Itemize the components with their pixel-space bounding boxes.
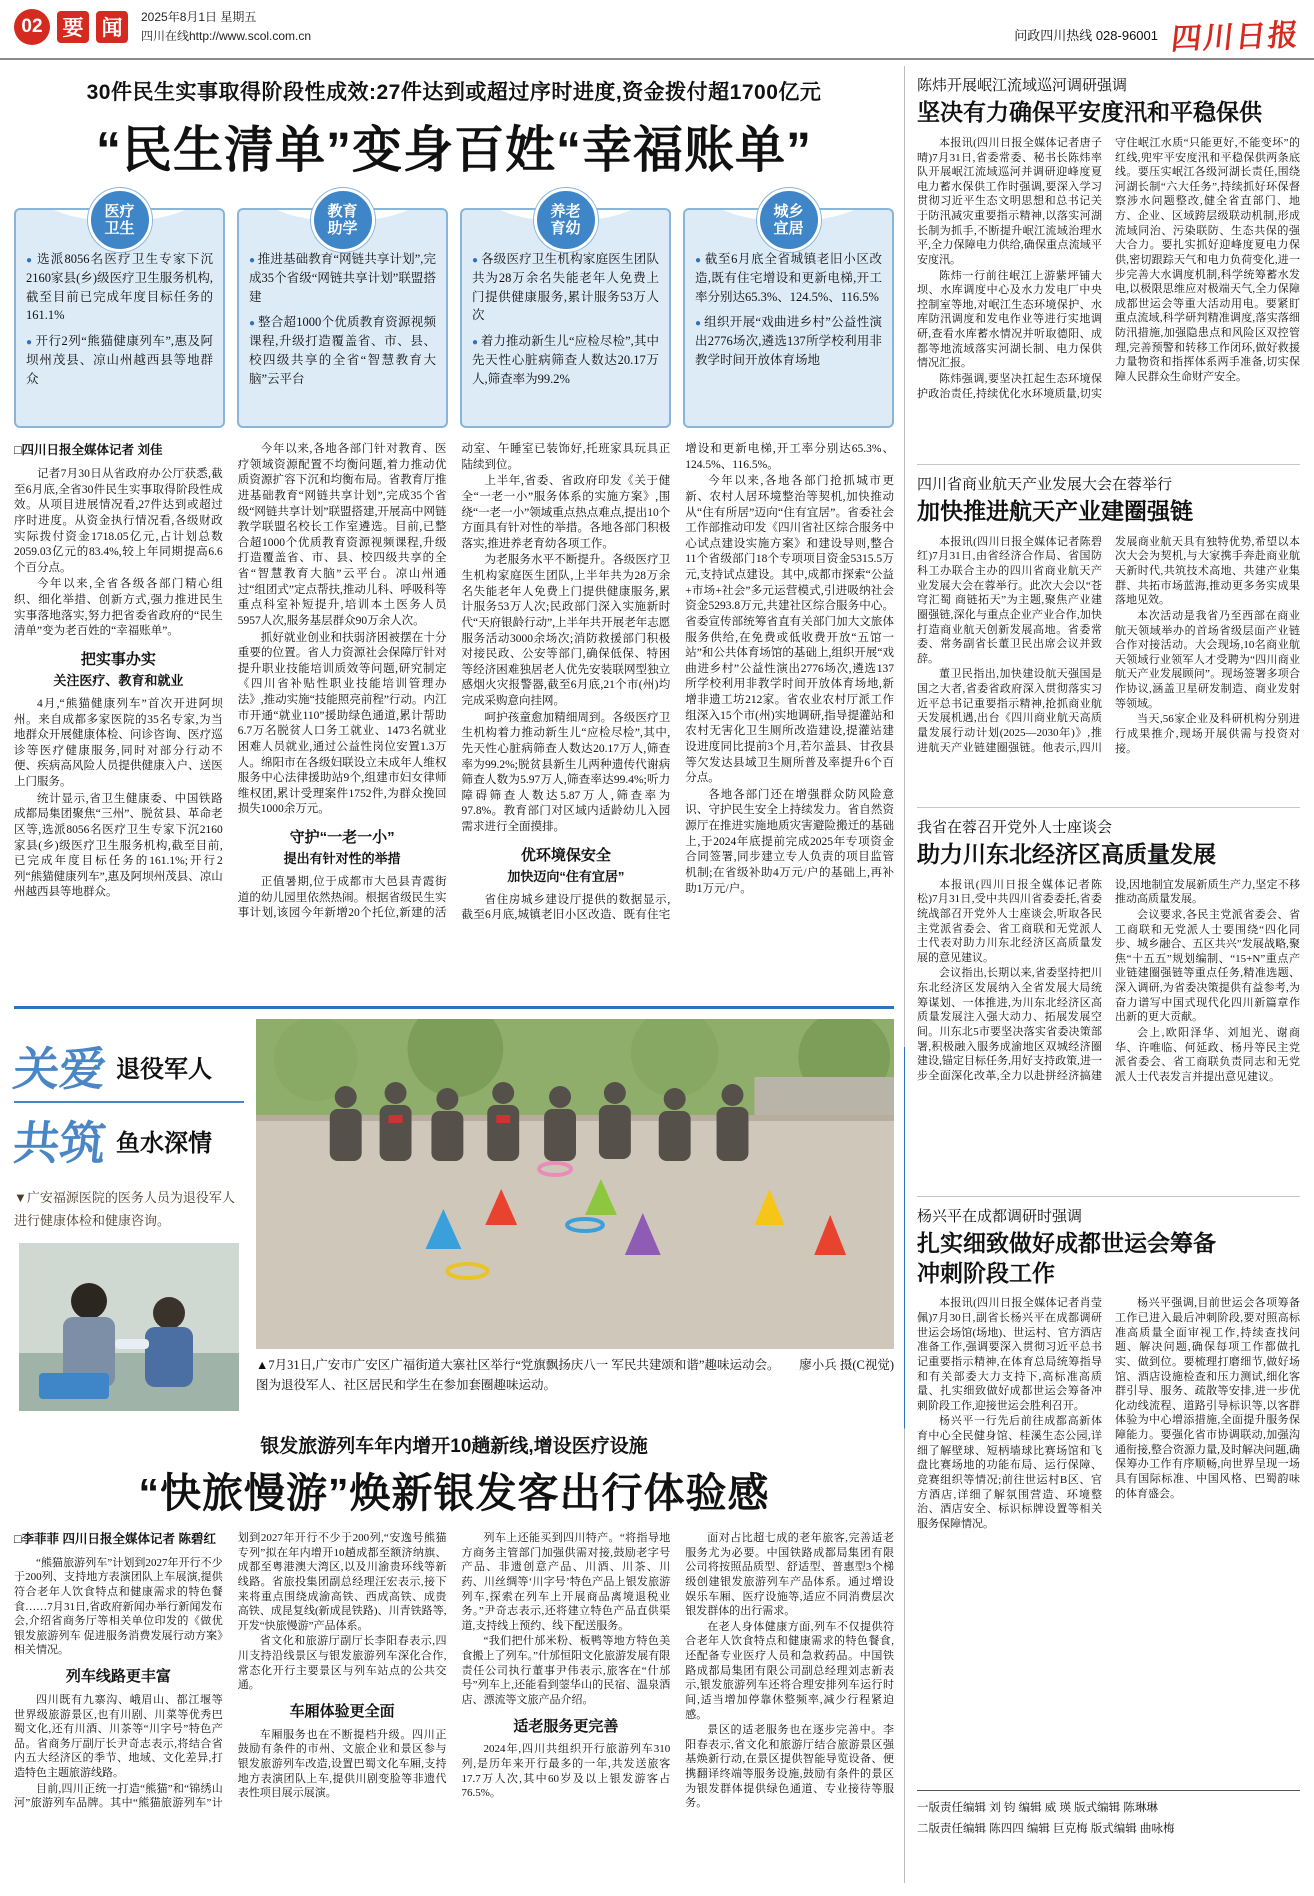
article-body — [917, 878, 1300, 1186]
subhead-line: 加快迈向“住有宜居” — [507, 869, 625, 885]
box-item: ● 组织开展“戏曲进乡村”公益性演出2776场次,遴选137所学校利用非教学时间开放体育场地 — [695, 313, 882, 369]
article-body — [917, 136, 1300, 454]
photo-caption — [256, 1355, 894, 1395]
subhead-line: 把实事办实 — [80, 650, 156, 668]
paragraph: 今年以来,各地各部门抢抓城市更新、农村人居环境整治等契机,加快推动从“住有所居”迈向“住有宜居”。省委社会工作部推动印发《四川省社区综合服务中心试点建设实施方案》和建设导则,整合11个省级部门18个专项项目资金5315.5万元,支持试点建设。其中,成都市探索“公益+市场+社会”多元运营模式,引进吸纳社会资金5293.8万元,共建社区综合服务中心。省委宣传部统筹省直有关部门加大文旅体服务供给,在免费或低收费开放“五馆一站”和公共体育场馆的基础上,组织开展“戏曲进乡村”公益性演出2776场次,遴选137所学校利用非教学时间开放体育场地,新增非遗工坊212家。省农业农村厅派工作组深入15个市(州)实地调研,指导提灌站和农村无害化卫生厕所改造建设,提灌站建设进度同比提前3个月,若尔盖县、甘孜县等欠发达县域卫生厕所普及率提升6个百分点。 — [685, 475, 894, 785]
right-article-northeast — [917, 808, 1300, 1197]
article-kicker: 陈炜开展岷江流域巡河调研强调 — [917, 77, 1128, 94]
highlight-box-medical — [14, 202, 225, 428]
hotline: 问政四川热线 028-96001 — [1014, 27, 1158, 43]
badge-line: 育幼 — [550, 220, 581, 237]
small-photo-caption: ▼广安福源医院的医务人员为退役军人进行健康体检和健康咨询。 — [14, 1190, 235, 1228]
paragraph: “我们把什邡米粉、板鸭等地方特色美食搬上了列车。”什邡恒阳文化旅游发展有限责任公司执行董事尹伟表示,旅客在“什邡号”列车上,还能看到蓥华山的民宿、温泉酒店、漂流等文旅产品介绍。 — [461, 1635, 671, 1706]
badge-urbanrural — [757, 188, 821, 252]
lead-body — [14, 442, 894, 998]
highlight-boxes — [14, 202, 894, 428]
sidebar-side-1: 退役军人 — [116, 1055, 212, 1083]
article-kicker: 我省在蓉召开党外人士座谈会 — [917, 818, 1113, 836]
section-char-1: 要 — [57, 11, 89, 43]
editor-credits — [917, 1790, 1300, 1839]
box-item: ● 着力推动新生儿“应检尽检”,其中先天性心脏病筛查人数达20.17万人,筛查率为99.2% — [472, 332, 659, 388]
paragraph: 陈炜一行前往岷江上游紫坪铺大坝、水库调度中心及水力发电厂中央控制室等地,对岷江生态环境保护、水库防汛调度和发电作业等进行实地调研,查看水库蓄水情况并听取德阳、成都等地流域落实河湖长制、电力保供情况汇报。 — [917, 269, 1102, 370]
article-headline: 助力川东北经济区高质量发展 — [917, 840, 1216, 867]
main-photo-figure — [256, 1019, 894, 1423]
caption-line-2: 图为退役军人、社区居民和学生在参加套圈趣味运动。 — [256, 1378, 557, 1392]
paragraph: 会议指出,长期以来,省委坚持把川东北经济区发展纳入全省发展大局统筹谋划、一体推进,为川东北经济区高质量发展注入强大动力、拓展发展空间。川东北5市要坚决落实省委决策部署,积极融入服务成渝地区双城经济圈建设,锚定目标任务,用好支持政策,进一步全面深化改革,全力以赴拼经济搞建设,因地制宜发展新质生产力,坚定不移推动高质量发展。 — [917, 878, 1300, 1082]
paragraph: 正值暑期,位于成都市大邑县青霞街道的幼儿园里依然热闹。根据省级民生实事计划,该园今年新增20个托位,新建的活动室、午睡室已装饰好,托班家具玩具正陆续到位。 — [237, 443, 671, 920]
badge-line: 医疗 — [104, 202, 135, 220]
paragraph: 会上,欧阳泽华、刘旭光、谢商华、许唯临、何延政、杨丹等民主党派省委会、省工商联负责同志和无党派人士代表发言并提出意见建议。 — [1115, 1026, 1300, 1083]
sidebar-title-row — [10, 1033, 244, 1099]
editor-credit-line-2: 二版责任编辑 陈四四 编辑 巨克梅 版式编辑 曲咏梅 — [917, 1823, 1175, 1836]
box-item: ● 截至6月底全省城镇老旧小区改造,既有住宅增设和更新电梯,开工率分别达65.3%、124.5%、116.5% — [695, 250, 882, 306]
subhead: 车厢体验更全面 — [289, 1702, 395, 1720]
masthead — [0, 0, 1314, 60]
paragraph: 今年以来,全省各级各部门精心组织、细化举措、创新方式,强力推进民生实事落地落实,努力把省委省政府的“民生清单”变为老百姓的“幸福账单”。 — [14, 578, 223, 638]
subhead — [14, 650, 223, 690]
article-body — [917, 535, 1300, 797]
badge-line: 助学 — [327, 220, 358, 237]
paragraph: 本报讯(四川日报全媒体记者陈松)7月31日,受中共四川省委委托,省委统战部召开党外人士座谈会,听取各民主党派省委会、省工商联和无党派人士代表对助力川东北经济区高质量发展的意见建议。 — [917, 878, 1102, 964]
photo-section — [10, 1019, 894, 1423]
paragraph: 各地各部门还在增强群众防风险意识、守护民生安全上持续发力。省自然资源厅在推进实施地质灾害避险搬迁的基础上,于2024年底提前完成2025年专项资金合同签署,同步建立专人负责的项目监管机制;在省级补助4万元/户的基础上,再补助1万元/户。 — [685, 788, 894, 895]
paragraph: 在老人身体健康方面,列车不仅提供符合老年人饮食特点和健康需求的特色餐食,还配备专业医疗人员和急救药品。中国铁路成都局集团有限公司副总经理刘志新表示,银发旅游列车还将合理安排列车运行时间,适当增加停靠休整频率,减少行程紧迫感。 — [685, 1620, 894, 1721]
badge-line: 教育 — [327, 202, 358, 220]
lead-kicker: 30件民生实事取得阶段性成效:27件达到或超过序时进度,资金拨付超1700亿元 — [86, 81, 822, 104]
highlight-box-eldercare — [460, 202, 671, 428]
article-kicker: 杨兴平在成都调研时强调 — [917, 1207, 1083, 1225]
bottom-byline: □李菲菲 四川日报全媒体记者 陈碧红 — [14, 1532, 216, 1546]
paragraph: 呵护孩童愈加精细周到。各级医疗卫生机构着力推动新生儿“应检尽检”,其中,先天性心脏病筛查人数达20.17万人,筛查率为99.2%;脱贫县新生儿两种遗传代谢病筛查人数为5.97万人,筛查率达99.4%;听力障碍筛查人数达5.87万人,筛查率为97.8%。教育部门对区域内适龄幼儿入园需求进行全面摸排。 — [461, 711, 671, 833]
paragraph: 陈炜强调,要坚决扛起生态环境保护政治责任,持续优化水环境质量,切实守住岷江水质“只能更好,不能变坏”的红线,兜牢平安度汛和平稳保供两条底线。要压实岷江各级河湖长责任,围绕河湖长制“六大任务”,持续抓好环保督察涉水问题整改,健全省直部门、地方、企业、区域跨层级联动机制,形成流域同治、污染联防、生态共保的强大合力。要扎实抓好迎峰度夏电力保供,密切跟踪天气和电力负荷变化,进一步完善大水调度机制,科学统筹蓄水发电,以极限思维应对极端天气,全力保障成都世运会等重大活动用电。要紧盯重点流域,科学研判精准调度,落实落细防汛措施,加强隐患点和风险区双控管理,完善预警和转移工作闭环,做好救援力量物资和指挥体系两手准备,切实保障人民群众生命财产安全。 — [917, 136, 1300, 400]
paragraph: 会议要求,各民主党派省委会、省工商联和无党派人士要围绕“四化同步、城乡融合、五区共兴”发展战略,聚焦“十五五”规划编制、“15+N”重点产业链建圈强链等重点任务,精准选题、深入调研,为省委决策提供有益参考,为奋力谱写中国式现代化四川新篇章作出新的更大贡献。 — [1115, 908, 1300, 1024]
subhead-line: 守护“一老一小” — [289, 829, 395, 846]
lead-headline: “民生清单”变身百姓“幸福账单” — [96, 122, 812, 178]
article-body — [917, 1296, 1300, 1772]
box-item: ● 开行2列“熊猫健康列车”,惠及阿坝州茂县、凉山州越西县等地群众 — [26, 332, 213, 388]
paragraph: 本次活动是我省乃至西部在商业航天领域举办的首场省级层面产业链合作对接活动。大会现场,10名商业航天领域行业领军人才受聘为“四川商业航天产业发展顾问”。现场签署多项合作协议,涵盖卫星研发制造、商业发射等领域。 — [1115, 609, 1300, 710]
paragraph: 当天,56家企业及科研机构分别进行成果推介,现场开展供需与投资对接。 — [1115, 713, 1300, 755]
paragraph: 景区的适老服务也在逐步完善中。李阳春表示,省文化和旅游厅结合旅游景区强基焕新行动,在景区提供智能导览设备、便携翻译终端等服务设施,鼓励有条件的景区为银发群体提供绿色通道、专业接待等服务。 — [685, 1724, 894, 1810]
right-article-worldgames — [917, 1197, 1300, 1783]
subhead-line: 提出有针对性的举措 — [283, 851, 401, 867]
sidebar-title-2: 共筑 — [10, 1116, 109, 1170]
badge-education — [311, 188, 375, 252]
box-item: ● 选派8056名医疗卫生专家下沉2160家县(乡)级医疗卫生服务机构,截至目前已完成年度目标任务的161.1% — [26, 250, 213, 325]
highlight-box-education — [237, 202, 448, 428]
paragraph: 为老服务水平不断提升。各级医疗卫生机构家庭医生团队,上半年共为28万余名失能老年人免费上门提供健康服务,累计服务53万人次;民政部门深入实施新时代“天府银龄行动”,上半年共开展老年志愿服务活动3000余场次;消防救援部门积极对接民政、公安等部门,确保低保、特困等经济困难独居老人优先安装联网型独立感烟火灾报警器,截至6月底,21个市(州)均完成采购意向挂网。 — [461, 554, 671, 707]
editor-credit-line-1: 一版责任编辑 刘 钧 编辑 威 瑛 版式编辑 陈琳琳 — [917, 1802, 1158, 1815]
right-article-aerospace — [917, 465, 1300, 808]
date-line: 2025年8月1日 星期五 — [141, 10, 257, 24]
paragraph: 目前,四川正统一打造“熊猫”和“锦绣山河”旅游列车品牌。其中“熊猫旅游列车”计划到2027年开行不少于200列,“安逸号熊猫专列”拟在年内增开10趟成都至额济纳旗、成都至粤港澳大湾区,以及川渝贵环线等新线路。省旅投集团副总经理汪宏表示,接下来将重点围绕成渝高铁、西成高铁、成贵高铁、成昆复线(新成昆铁路)、川青铁路等,开发“快旅慢游”产品体系。 — [14, 1532, 447, 1810]
badge-medical — [88, 188, 152, 252]
subhead-line: 关注医疗、教育和就业 — [53, 673, 184, 689]
blue-divider — [14, 1006, 894, 1009]
badge-eldercare — [534, 188, 598, 252]
paragraph: 四川既有九寨沟、峨眉山、都江堰等世界级旅游景区,也有川剧、川菜等优秀巴蜀文化,还有川酒、川茶等“川字号”特色产品。省商务厅副厅长尹奇志表示,将结合省内五大经济区的季节、地域、文化差异,打造特色主题旅游线路。 — [14, 1693, 223, 1780]
main-photo — [256, 1019, 894, 1349]
subhead: 适老服务更完善 — [513, 1717, 619, 1735]
badge-line: 养老 — [550, 202, 581, 220]
caption-line-1: ▲7月31日,广安市广安区广福街道大寨社区举行“党旗飘扬庆八一 军民共建颂和谐”趣味运动会。 — [256, 1358, 780, 1372]
box-item: ● 整合超1000个优质教育资源视频课程,升级打造覆盖省、市、县、校四级共享的全省“智慧教育大脑”云平台 — [249, 313, 436, 388]
bottom-kicker: 银发旅游列车年内增开10趟新线,增设医疗设施 — [260, 1436, 648, 1457]
article-headline: 扎实细致做好成都世运会筹备冲刺阶段工作 — [917, 1229, 1216, 1286]
subhead — [238, 828, 447, 868]
sidebar-side-2: 鱼水深情 — [116, 1129, 212, 1157]
paragraph: 列车上还能买到四川特产。“将指导地方商务主管部门加强供需对接,鼓励老字号产品、非遗创意产品、川酒、川茶、川药、川丝绸等‘川字号’特色产品上银发旅游列车,探索在列车上开展商品离境退税业务。”尹奇志表示,还将建立特色产品直供渠道,支持线上预约、线下配送服务。 — [461, 1532, 671, 1632]
paper-logo: 四川日报 — [1169, 17, 1302, 58]
paragraph: 董卫民指出,加快建设航天强国是国之大者,省委省政府深入贯彻落实习近平总书记重要指示精神,抢抓商业航天发展机遇,出台《四川商业航天高质量发展行动计划(2025—2030年)》,推进航天产业链建圈强链。他表示,四川发展商业航天具有独特优势,希望以本次大会为契机,与大家携手奔赴商业航天新时代,共筑技术高地、共建产业集群、共拓市场蓝海,推动更多务实成果落地见效。 — [917, 535, 1300, 754]
photo-sidebar — [10, 1019, 244, 1423]
paragraph: 车厢服务也在不断提档升级。四川正鼓励有条件的市州、文旅企业和景区参与银发旅游列车改造,设置巴蜀文化车厢,支持地方表演团队上车,提供川剧变脸等非遗代表性项目展示展演。 — [237, 1728, 447, 1800]
paragraph: 面对占比超七成的老年旅客,完善适老服务尤为必要。中国铁路成都局集团有限公司将按照品质型、舒适型、普惠型3个梯级创建银发旅游列车产品体系。通过增设娱乐车厢、医疗设施等,适应不同消费层次银发群体的出行需求。 — [685, 1532, 894, 1618]
badge-line: 卫生 — [104, 220, 135, 237]
subhead: 列车线路更丰富 — [65, 1668, 171, 1685]
paragraph: 今年以来,各地各部门针对教育、医疗领域资源配置不均衡问题,着力推动优质资源扩容下沉和均衡布局。省教育厅推进基础教育“网链共享计划”,完成35个省级“网链共享计划”联盟搭建,开展高中网链教学联盟名校长工作室遴选。目前,已整合超1000个优质教育资源视频课程,升级打造覆盖省、市、县、校四级共享的全省“智慧教育大脑”云平台。凉山州通过“组团式”定点帮扶,推动儿科、呼吸科等重点科室补短提升,培训本土医务人员5957人次,服务基层群众90万余人次。 — [237, 443, 447, 627]
paragraph: 上半年,省委、省政府印发《关于健全“一老一小”服务体系的实施方案》,围绕“一老一小”领域重点热点难点,提出10个方面具有针对性的举措。各地各部门积极落实,推进养老育幼各项工作。 — [461, 475, 671, 550]
paragraph: “熊猫旅游列车”计划到2027年开行不少于200列、支持地方表演团队上车展演,提供符合老年人饮食特点和健康需求的特色餐食……7月31日,省政府新闻办举行新闻发布会,介绍省商务厅等相关单位印发的《做优银发旅游列车 促进服务消费发展行动方案》相关情况。 — [14, 1556, 223, 1657]
paragraph: 本报讯(四川日报全媒体记者唐子晴)7月31日,省委常委、秘书长陈炜率队开展岷江流域巡河并调研迎峰度夏电力蓄水保供工作时强调,要深入学习贯彻习近平生态文明思想和总书记关于防汛减灾重要指示精神,以落实河湖长制为抓手,不断提升岷江流域治理水平,全力保障电力供给,确保重点流域平安度汛。 — [917, 136, 1102, 266]
paragraph: 杨兴平强调,目前世运会各项筹备工作已进入最后冲刺阶段,要对照高标准高质量全面审视工作,持续查找问题、解决问题,确保每项工作都做扎实、做到位。要梳理打磨细节,做好场馆、酒店设施检查和压力测试,细化客群引导、服务、疏散等安排,进一步优化动线流程、道路引导标识等,以客群体验为中心增添措施,全面提升服务保障能力。要强化省市协调联动,加强沟通衔接,整合资源力量,及时解决问题,确保筹办工作有序顺畅,向世界呈现一场具有国际标准、中国风格、巴蜀韵味的体育盛会。 — [1115, 1297, 1300, 1500]
article-headline: 坚决有力确保平安度汛和平稳保供 — [917, 99, 1262, 125]
paragraph: 4月,“熊猫健康列车”首次开进阿坝州。来自成都多家医院的35名专家,为当地群众开展健康体检、问诊咨询、医疗巡诊等医疗健康服务,同时对部分行动不便、疾病高风险人员提供健康入户、送医上门服务。 — [14, 697, 223, 789]
sidebar-divider — [14, 1101, 244, 1103]
paragraph: 抓好就业创业和扶弱济困被摆在十分重要的位置。省人力资源社会保障厅针对提升职业技能培训质效等问题,研究制定《四川省补贴性职业技能培训管理办法》,推动实施“技能照亮前程”行动。内江市开通“就业110”援助绿色通道,累计帮助6.7万名脱贫人口务工就业、1473名就业困难人员就业,通过公益性岗位安置1.3万人。绵阳市在各级妇联设立未成年人维权服务中心法律援助站9个,组建市妇女律师维权团,累计受理案件1752件,为群众挽回损失1000余万元。 — [237, 631, 447, 816]
date-block — [141, 8, 311, 45]
site-line: 四川在线http://www.scol.com.cn — [141, 28, 312, 43]
paragraph: 记者7月30日从省政府办公厅获悉,截至6月底,全省30件民生实事取得阶段性成效。从项目进展情况看,27件达到或超过序时进度。从资金执行情况看,各级财政实际拨付资金1718.05亿元,占计划总数2059.03亿元的83.4%,较上年同期提高6.6个百分点。 — [14, 468, 223, 574]
box-item: ● 各级医疗卫生机构家庭医生团队共为28万余名失能老年人免费上门提供健康服务,累计服务53万人次 — [472, 250, 659, 325]
box-item: ● 推进基础教育“网链共享计划”,完成35个省级“网链共享计划”联盟搭建 — [249, 250, 436, 306]
subhead — [462, 846, 671, 886]
page-number-badge: 02 — [14, 9, 50, 45]
small-photo — [14, 1243, 244, 1411]
sidebar-title-row — [10, 1107, 244, 1173]
paragraph: 本报讯(四川日报全媒体记者肖莹佩)7月30日,副省长杨兴平在成都调研世运会场馆(场地)、世运村、官方酒店准备工作,强调要深入贯彻习近平总书记重要指示精神,在体育总局统筹指导和有关部委大力支持下,高标准高质量、扎实细致做好成都世运会筹备冲刺阶段工作,迎接世运会胜利召开。 — [917, 1297, 1102, 1412]
sidebar-title-1: 关爱 — [10, 1042, 109, 1096]
paragraph: 2024年,四川共组织开行旅游列车310列,是历年来开行最多的一年,共发送旅客17.7万人次,其中60岁及以上银发游客占76.5%。 — [461, 1743, 671, 1800]
section-char-2: 闻 — [96, 11, 128, 43]
bottom-body — [14, 1531, 894, 1883]
bottom-article — [14, 1431, 894, 1883]
right-article-minjiang — [917, 66, 1300, 465]
article-headline: 加快推进航天产业建圈强链 — [917, 497, 1193, 524]
article-kicker: 四川省商业航天产业发展大会在蓉举行 — [917, 475, 1173, 493]
subhead-line: 优环境保安全 — [520, 846, 611, 864]
badge-line: 宜居 — [773, 220, 804, 237]
badge-line: 城乡 — [773, 202, 804, 220]
bottom-headline: “快旅慢游”焕新银发客出行体验感 — [138, 1470, 770, 1516]
paragraph: 省文化和旅游厅副厅长李阳春表示,四川支持沿线景区与银发旅游列车深化合作,常态化开行主要景区与列车站点的公共交通。 — [237, 1635, 447, 1692]
lead-byline: □四川日报全媒体记者 刘佳 — [14, 443, 163, 457]
paragraph: 统计显示,省卫生健康委、中国铁路成都局集团聚焦“三州”、脱贫县、革命老区等,选派8056名医疗卫生专家下沉2160家县(乡)级医疗卫生服务机构,截至目前,已完成年度目标任务的161.1%;开行2列“熊猫健康列车”,惠及阿坝州茂县、凉山州越西县等地群众。 — [14, 792, 223, 899]
lead-article — [14, 76, 894, 998]
photo-credit: 廖小兵 摄(C视觉) — [799, 1358, 894, 1372]
paragraph: 本报讯(四川日报全媒体记者陈碧红)7月31日,由省经济合作局、省国防科工办联合主办的四川省商业航天产业发展大会在蓉举行。此次大会以“苍穹汇蜀 商链拓天”为主题,聚焦产业建圈强链,深化与重点企业产业合作,加快打造商业航天创新发展高地。省委常委、常务副省长董卫民出席会议并致辞。 — [917, 535, 1102, 665]
highlight-box-urbanrural — [683, 202, 894, 428]
paragraph: 杨兴平一行先后前往成都高新体育中心全民健身馆、桂溪生态公园,详细了解壁球、短柄墙球比赛场馆和飞盘比赛场地的功能布局、运行保障、竞赛组织等情况;前往世运村B区、官方酒店,详细了解氛围营造、环境整治、酒店安全、标识标牌设置等相关服务保障情况。 — [917, 1415, 1102, 1530]
paragraph: 省住房城乡建设厅提供的数据显示,截至6月底,城镇老旧小区改造、既有住宅增设和更新电梯,开工率分别达65.3%、124.5%、116.5%。 — [461, 443, 894, 922]
